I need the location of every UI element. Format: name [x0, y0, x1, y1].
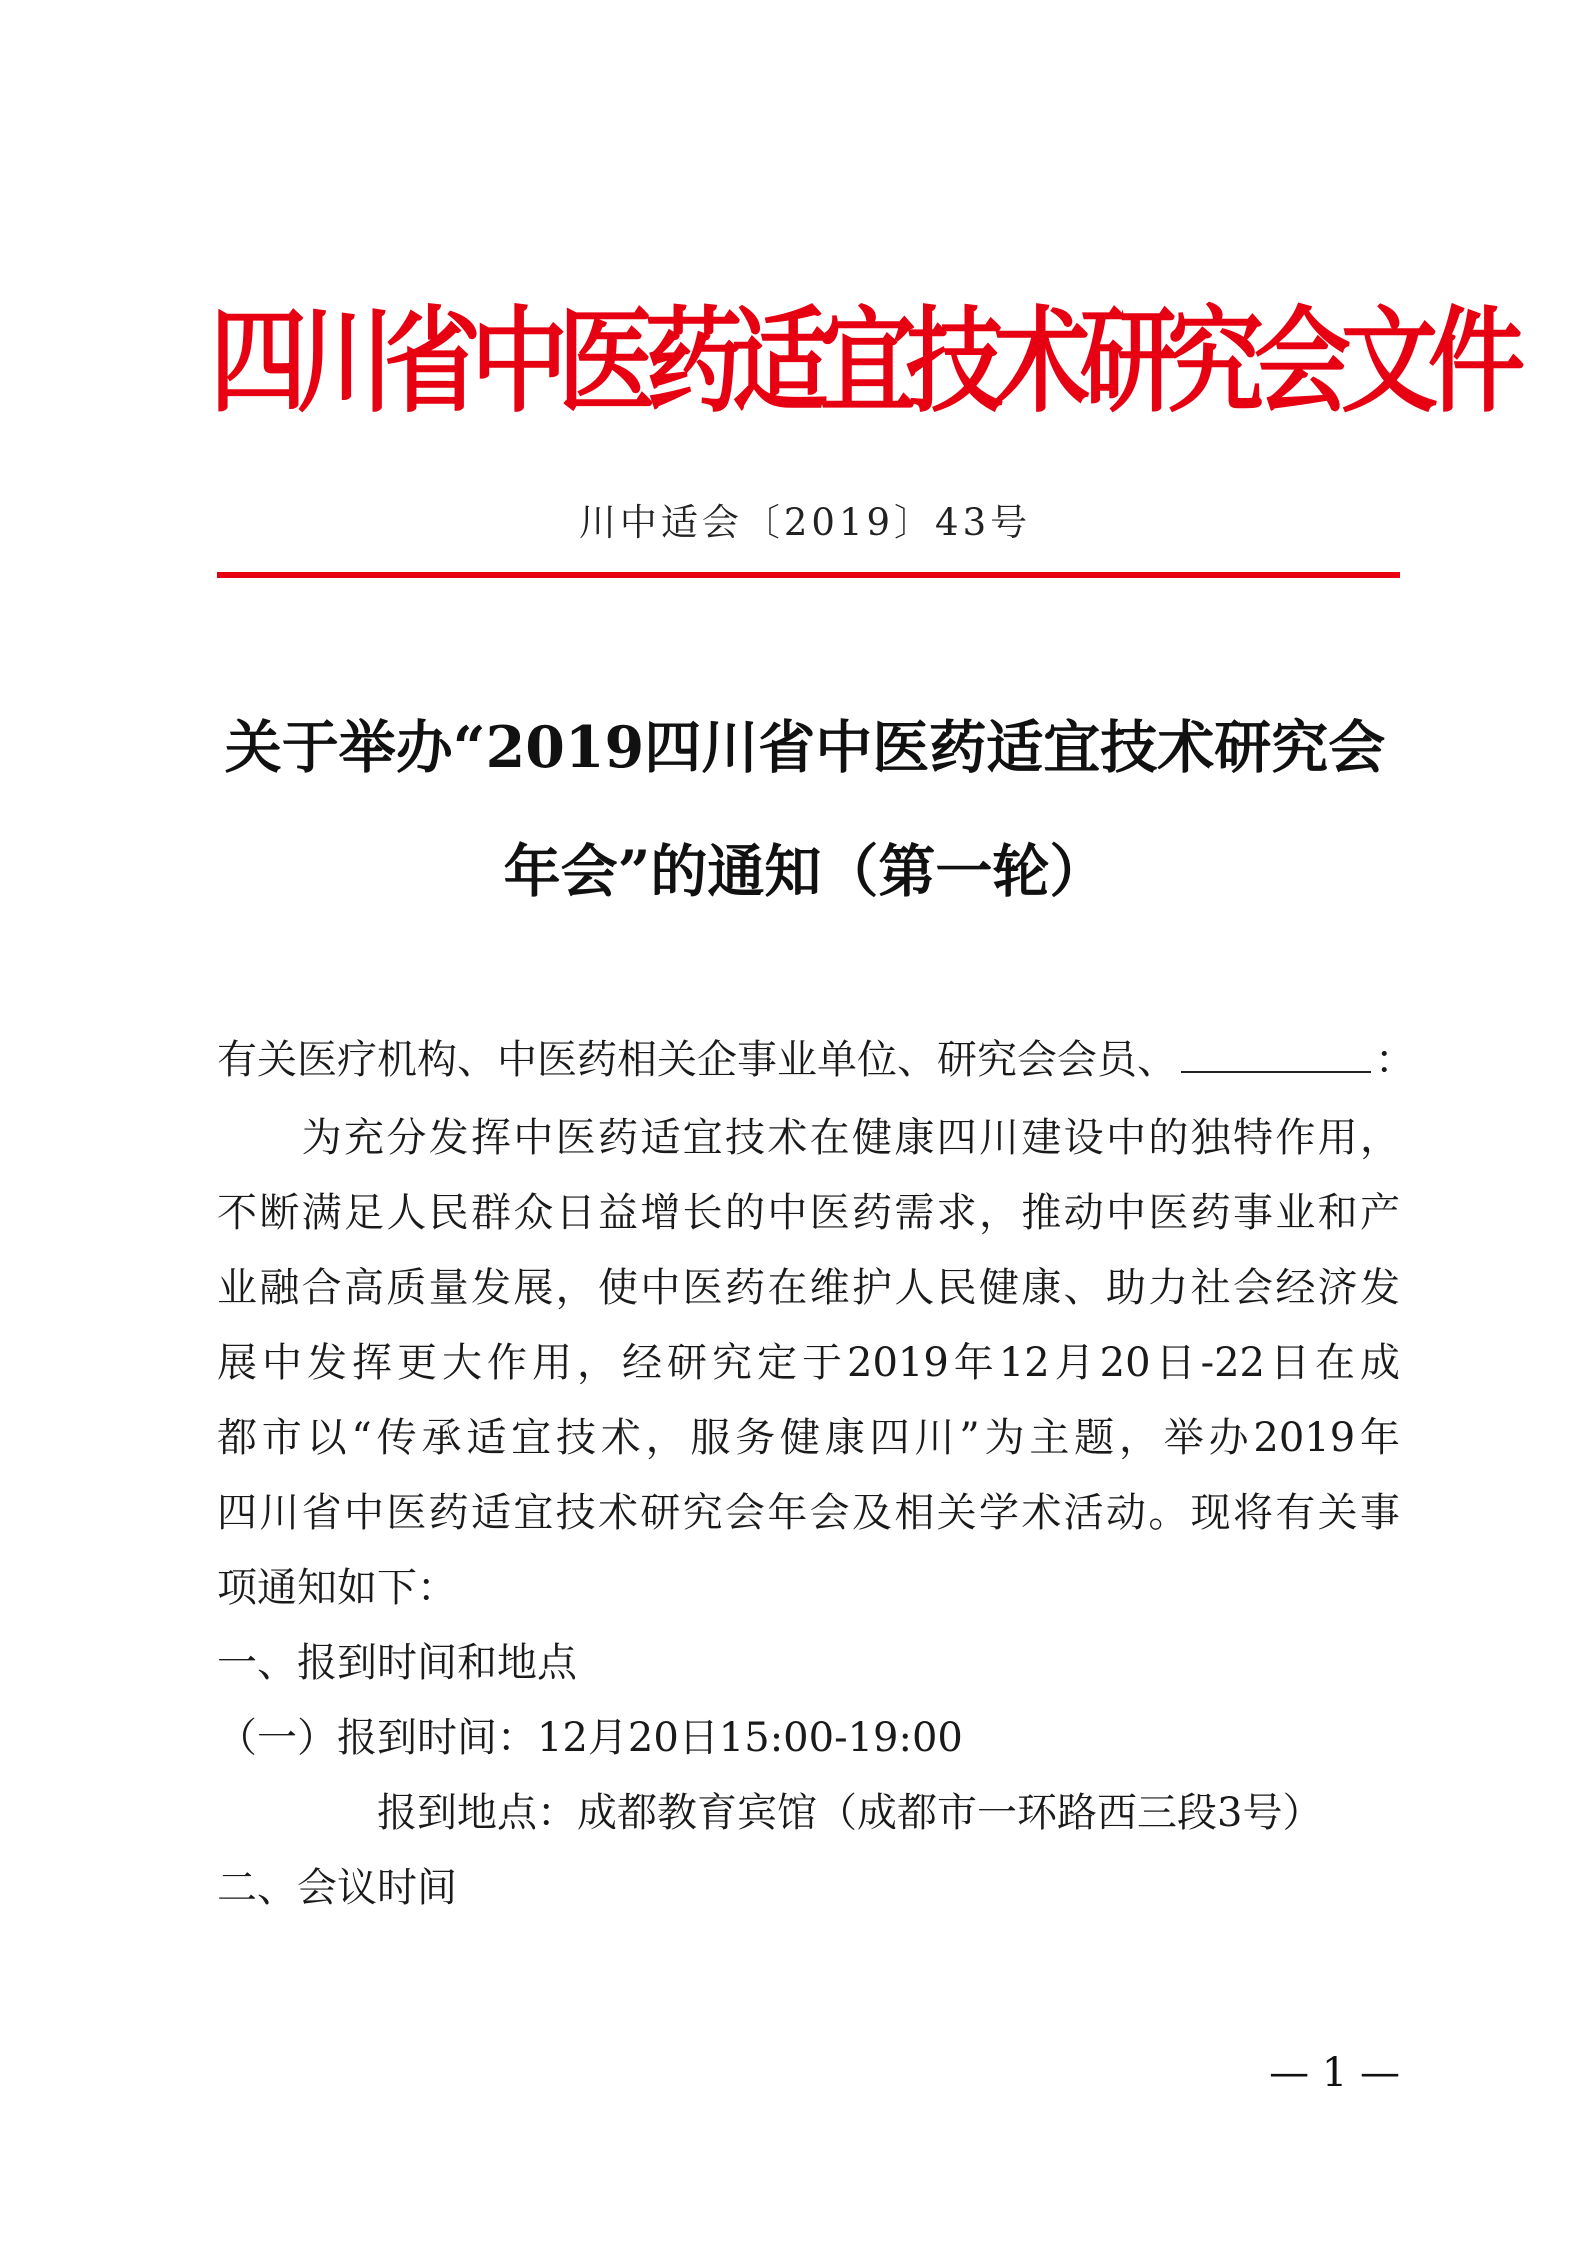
paragraph-line: 四川省中医药适宜技术研究会年会及相关学术活动。现将有关事 — [217, 1490, 1400, 1536]
paragraph-line: 项通知如下： — [217, 1565, 457, 1611]
checkin-time: （一）报到时间：12月20日15:00-19:00 — [217, 1715, 963, 1761]
document-number: 川中适会〔2019〕43号 — [578, 501, 1032, 544]
paragraph-line: 不断满足人民群众日益增长的中医药需求，推动中医药事业和产 — [217, 1190, 1400, 1236]
checkin-place: 报到地点：成都教育宾馆（成都市一环路西三段3号） — [217, 1790, 1323, 1836]
red-divider-line — [217, 572, 1400, 578]
addressee-line — [217, 1032, 1415, 1088]
paragraph-line: 业融合高质量发展，使中医药在维护人民健康、助力社会经济发 — [217, 1265, 1400, 1311]
section-heading-meeting-time: 二、会议时间 — [217, 1865, 457, 1911]
org-header-title: 四川省中医药适宜技术研究会文件 — [210, 294, 1515, 429]
addressee-text: 有关医疗机构、中医药相关企事业单位、研究会会员、 — [217, 1037, 1177, 1083]
paragraph-line: 展中发挥更大作用，经研究定于2019年12月20日-22日在成 — [217, 1340, 1400, 1386]
notice-title-line-1: 关于举办“2019四川省中医药适宜技术研究会 — [224, 714, 1386, 781]
addressee-blank-line — [1181, 1037, 1371, 1073]
section-heading-checkin: 一、报到时间和地点 — [217, 1640, 577, 1686]
page-number: — 1 — — [1269, 2050, 1400, 2096]
paragraph-line: 都市以“传承适宜技术，服务健康四川”为主题，举办2019年 — [217, 1415, 1400, 1461]
addressee-colon: ： — [1375, 1037, 1415, 1083]
paragraph-line: 为充分发挥中医药适宜技术在健康四川建设中的独特作用， — [217, 1115, 1400, 1161]
notice-title-line-2: 年会”的通知（第一轮） — [503, 838, 1107, 905]
